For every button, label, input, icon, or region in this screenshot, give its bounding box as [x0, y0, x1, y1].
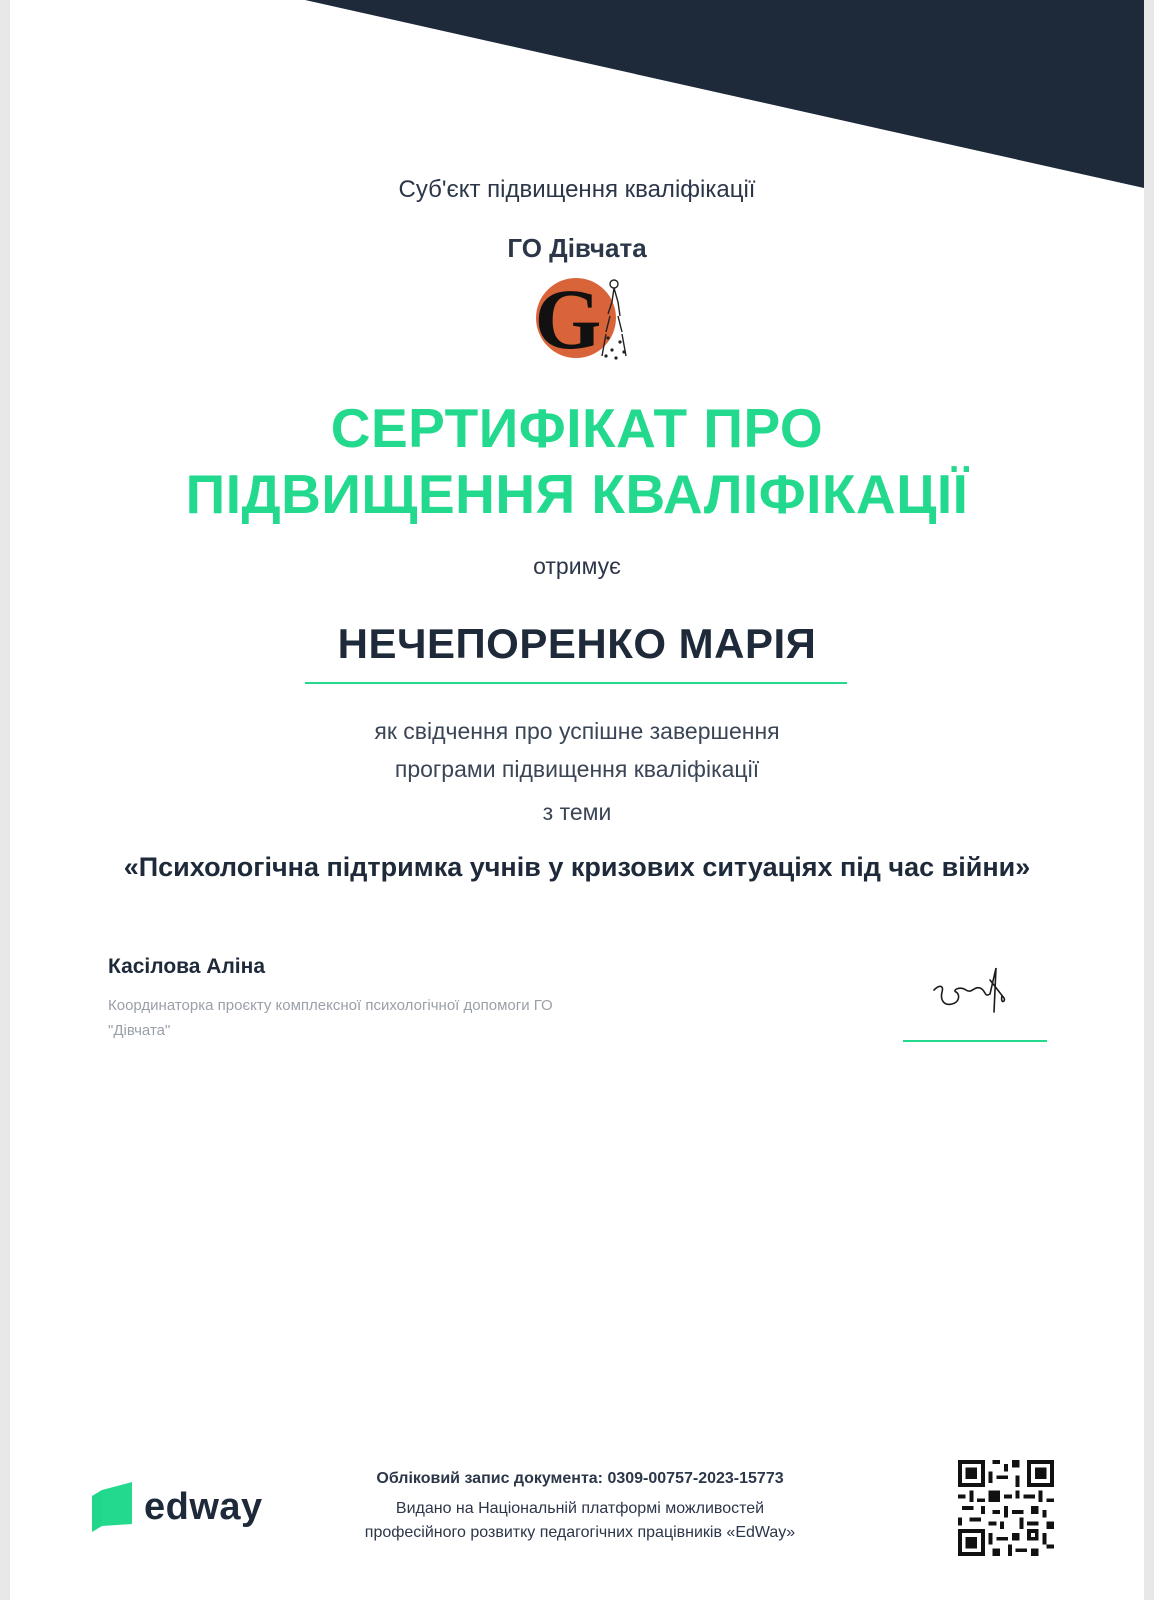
signatory-role-line-1: Координаторка проєкту комплексної психологічної допомоги ГО — [108, 997, 553, 1014]
signatory-role — [108, 993, 668, 1043]
svg-text:G: G — [534, 272, 602, 364]
qr-code-icon[interactable] — [958, 1460, 1054, 1556]
subject-label: Суб'єкт підвищення кваліфікації — [398, 176, 756, 203]
completion-description — [10, 712, 1144, 788]
certificate-page — [10, 0, 1144, 1600]
edway-logo — [92, 1480, 292, 1540]
issued-by-text — [310, 1497, 850, 1545]
course-topic: «Психологічна підтримка учнів у кризових ситуаціях під час війни» — [123, 852, 1031, 882]
corner-decoration — [10, 0, 1144, 200]
document-record-number: Обліковий запис документа: 0309-00757-2023-15773 — [376, 1470, 784, 1487]
edway-flag-icon — [92, 1480, 132, 1536]
organization-logo — [522, 272, 636, 364]
signature-line — [903, 1040, 1047, 1042]
name-underline — [305, 682, 847, 684]
recipient-name: НЕЧЕПОРЕНКО МАРІЯ — [337, 620, 817, 667]
title-line-2: ПІДВИЩЕННЯ КВАЛІФІКАЦІЇ — [185, 463, 969, 525]
edway-brand-text: edway — [144, 1486, 263, 1528]
receives-label: отримує — [533, 553, 621, 579]
issued-line-1: Видано на Національній платформі можливостей — [395, 1500, 765, 1517]
certificate-title — [10, 395, 1144, 527]
organization-name: ГО Дівчата — [507, 233, 647, 263]
description-line-2: програми підвищення кваліфікації — [394, 756, 760, 782]
description-line-1: як свідчення про успішне завершення — [374, 718, 780, 744]
signatory-role-line-2: "Дівчата" — [108, 1022, 171, 1039]
signatory-name: Касілова Аліна — [108, 955, 266, 978]
handwritten-signature — [930, 960, 1020, 1020]
topic-label: з теми — [542, 799, 612, 825]
title-line-1: СЕРТИФІКАТ ПРО — [330, 397, 824, 459]
issued-line-2: професійного розвитку педагогічних працівників «EdWay» — [364, 1524, 796, 1541]
